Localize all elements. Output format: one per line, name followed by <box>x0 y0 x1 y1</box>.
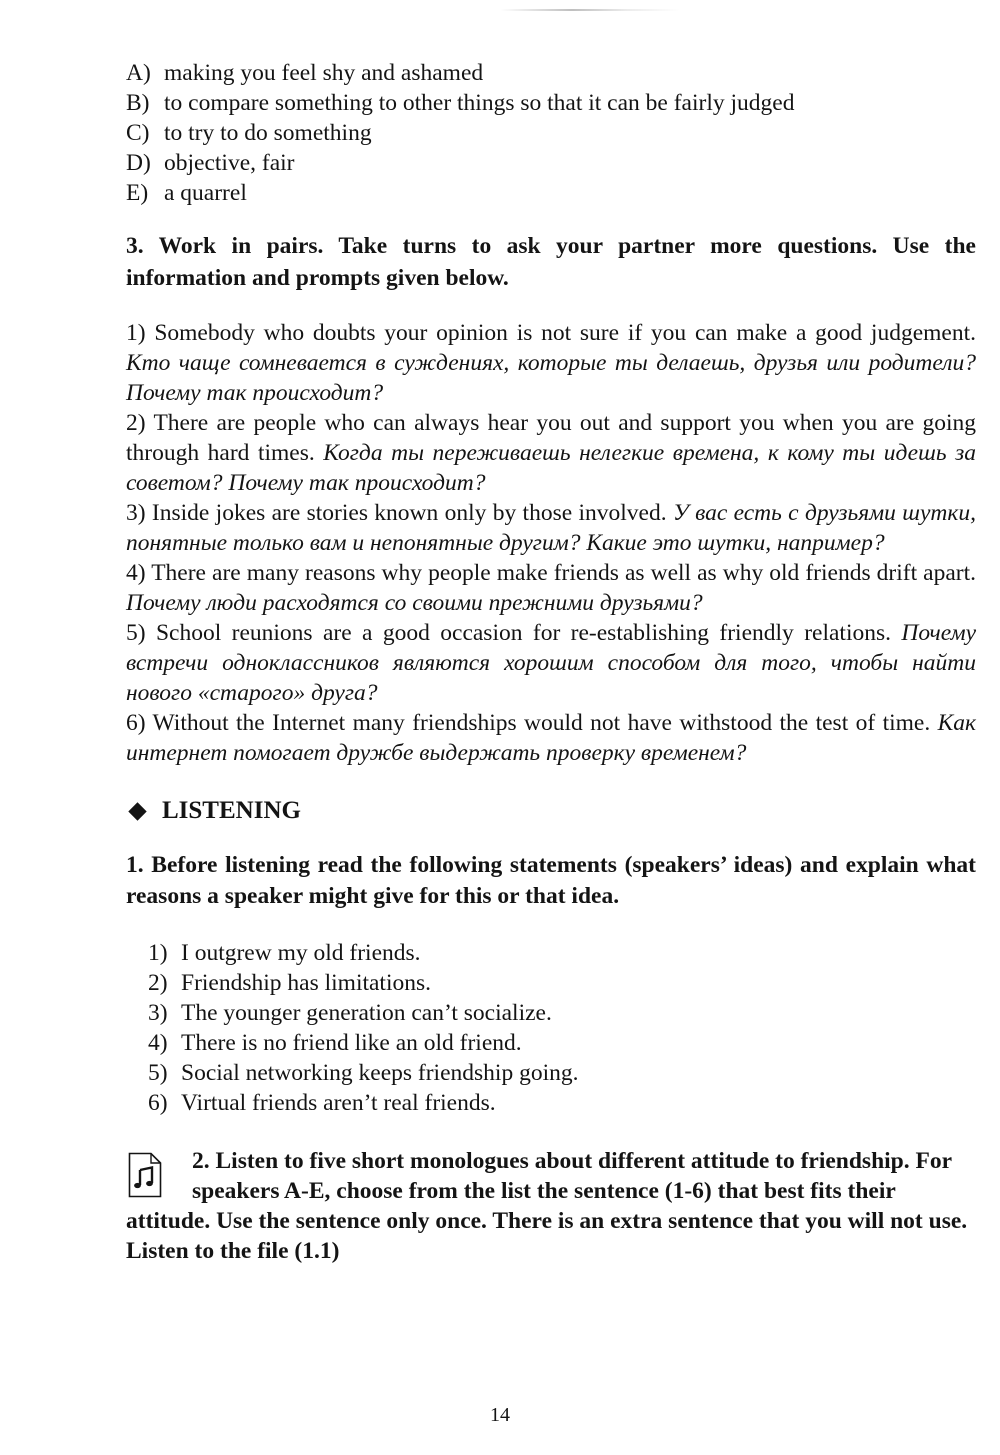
statement-text: I outgrew my old friends. <box>181 940 421 966</box>
page-number: 14 <box>490 1404 510 1426</box>
prompt-russian: Кто чаще сомневается в суждениях, которые ты делаешь, друзья или родители? Почему так происходит? <box>126 350 976 406</box>
answer-option <box>126 58 976 88</box>
task3-title: 3. Work in pairs. Take turns to ask your partner more questions. Use the information and prompts given below. <box>126 233 976 291</box>
prompt-russian: Как интернет помогает дружбе выдержать проверку временем? <box>126 710 976 766</box>
answer-label: E) <box>126 180 149 206</box>
prompt-english: 3) Inside jokes are stories known only by those involved. <box>126 500 667 526</box>
statement-number: 6) <box>148 1090 168 1116</box>
prompt-russian: Когда ты переживаешь нелегкие времена, к кому ты идешь за советом? Почему так происходит? <box>126 440 976 496</box>
statement-item <box>148 1058 976 1088</box>
section-heading-listening <box>126 794 976 828</box>
statement-item <box>148 968 976 998</box>
answer-label: D) <box>126 150 151 176</box>
prompt-item <box>126 708 976 768</box>
answer-option <box>126 118 976 148</box>
statement-number: 3) <box>148 1000 168 1026</box>
statement-text: There is no friend like an old friend. <box>181 1030 522 1056</box>
prompt-item <box>126 618 976 708</box>
answer-text: to try to do something <box>164 120 372 146</box>
statement-number: 1) <box>148 940 168 966</box>
statement-number: 5) <box>148 1060 168 1086</box>
statement-item <box>148 1028 976 1058</box>
statement-number: 4) <box>148 1030 168 1056</box>
task3-prompts <box>126 318 976 768</box>
answer-label: C) <box>126 120 150 146</box>
answer-text: objective, fair <box>164 150 295 176</box>
scan-artifact <box>500 9 680 11</box>
prompt-english: 5) School reunions are a good occasion for re-establishing friendly relations. <box>126 620 891 646</box>
listening-task2-text: 2. Listen to five short monologues about different attitude to friendship. For speakers A-E, choose from the list the sentence (1-6) that best fits their attitude. Use the sentence only once. There is an extra sentence that you will not use. Listen to the file (1.1) <box>126 1148 968 1264</box>
section-heading-text: LISTENING <box>162 797 301 824</box>
statement-text: Virtual friends aren’t real friends. <box>181 1090 496 1116</box>
diamond-bullet-icon <box>128 802 146 820</box>
statement-text: Friendship has limitations. <box>181 970 432 996</box>
prompt-russian: Почему люди расходятся со своими прежними друзьями? <box>126 590 703 616</box>
prompt-item <box>126 498 976 558</box>
prompt-item <box>126 408 976 498</box>
answer-label: B) <box>126 90 150 116</box>
prompt-english: 6) Without the Internet many friendships would not have withstood the test of time. <box>126 710 931 736</box>
prompt-item <box>126 558 976 618</box>
statement-number: 2) <box>148 970 168 996</box>
answer-text: a quarrel <box>164 180 247 206</box>
listening-task1-title: 1. Before listening read the following statements (speakers’ ideas) and explain what reasons a speaker might give for this or that idea. <box>126 852 976 909</box>
answer-option <box>126 148 976 178</box>
answer-text: to compare something to other things so that it can be fairly judged <box>164 90 795 116</box>
answer-text: making you feel shy and ashamed <box>164 60 484 86</box>
answer-option <box>126 178 976 208</box>
prompt-russian: У вас есть с друзьями шутки, понятные только вам и непонятные другим? Какие это шутки, например? <box>126 500 977 556</box>
answer-label: A) <box>126 60 151 86</box>
prompt-english: 1) Somebody who doubts your opinion is not sure if you can make a good judgement. <box>126 320 976 346</box>
statement-text: The younger generation can’t socialize. <box>181 1000 552 1026</box>
listening-task2 <box>126 1146 976 1266</box>
statement-item <box>148 998 976 1028</box>
statement-item <box>148 938 976 968</box>
prompt-english: 2) There are people who can always hear you out and support you when you are going through hard times. <box>126 410 976 466</box>
prompt-english: 4) There are many reasons why people make friends as well as why old friends drift apart. <box>126 560 976 586</box>
answer-option <box>126 88 976 118</box>
audio-file-icon[interactable] <box>128 1152 162 1198</box>
statement-text: Social networking keeps friendship going. <box>181 1060 579 1086</box>
statement-item <box>148 1088 976 1118</box>
page-content <box>126 58 976 1266</box>
statement-list <box>126 938 976 1118</box>
prompt-russian: Почему встречи одноклассников являются хорошим способом для того, чтобы найти нового «старого» друга? <box>126 620 977 706</box>
prompt-item <box>126 318 976 408</box>
answer-options <box>126 58 976 208</box>
